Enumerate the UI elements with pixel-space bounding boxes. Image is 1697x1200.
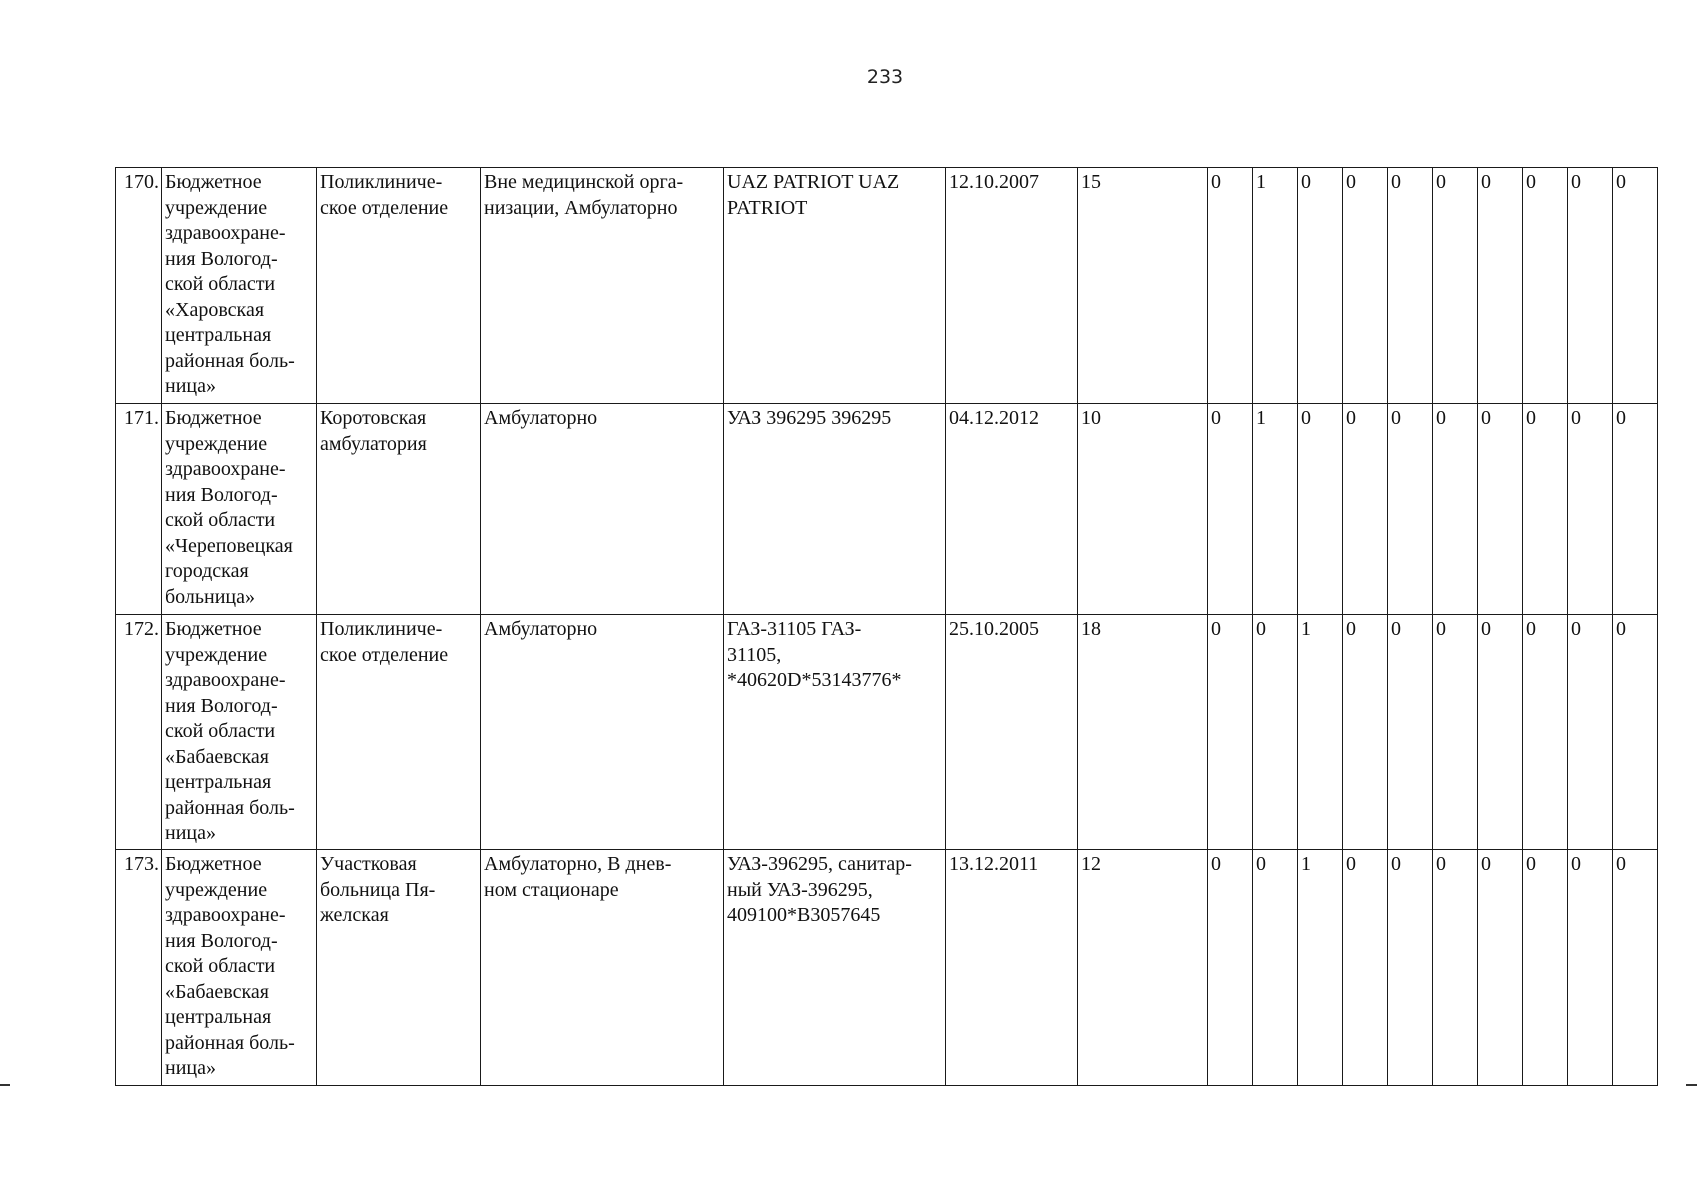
row-number-cell: 172. xyxy=(116,615,162,850)
flag-cell: 0 xyxy=(1613,404,1658,615)
date-cell: 12.10.2007 xyxy=(946,168,1078,404)
margin-mark-left xyxy=(0,1084,10,1086)
vehicle-cell: УАЗ 396295 396295 xyxy=(724,404,946,615)
flag-cell: 1 xyxy=(1298,850,1343,1086)
flag-cell: 0 xyxy=(1568,168,1613,404)
flag-cell: 0 xyxy=(1208,168,1253,404)
flag-cell: 0 xyxy=(1523,168,1568,404)
flag-cell: 0 xyxy=(1298,168,1343,404)
organization-cell: Бюджетное учреждение здравоохране- ния Вологод- ской области «Бабаевская центральная районная боль- ница» xyxy=(162,850,317,1086)
flag-cell: 0 xyxy=(1433,404,1478,615)
care-conditions-cell: Вне медицинской орга- низации, Амбулаторно xyxy=(481,168,724,404)
flag-cell: 0 xyxy=(1388,168,1433,404)
flag-cell: 0 xyxy=(1208,850,1253,1086)
vehicle-cell: УАЗ-396295, санитар- ный УАЗ-396295, 409100*В3057645 xyxy=(724,850,946,1086)
vehicle-cell: ГАЗ-31105 ГАЗ- 31105, *40620D*53143776* xyxy=(724,615,946,850)
department-cell: Участковая больница Пя- желская xyxy=(317,850,481,1086)
page-number: 233 xyxy=(866,66,904,88)
row-number-cell: 173. xyxy=(116,850,162,1086)
department-cell: Поликлиниче- ское отделение xyxy=(317,168,481,404)
flag-cell: 0 xyxy=(1343,404,1388,615)
flag-cell: 0 xyxy=(1613,615,1658,850)
margin-mark-right xyxy=(1686,1084,1697,1086)
flag-cell: 0 xyxy=(1478,168,1523,404)
value-cell: 18 xyxy=(1078,615,1208,850)
flag-cell: 0 xyxy=(1208,615,1253,850)
date-cell: 13.12.2011 xyxy=(946,850,1078,1086)
flag-cell: 0 xyxy=(1253,850,1298,1086)
care-conditions-cell: Амбулаторно, В днев- ном стационаре xyxy=(481,850,724,1086)
flag-cell: 0 xyxy=(1433,615,1478,850)
flag-cell: 0 xyxy=(1388,615,1433,850)
flag-cell: 0 xyxy=(1478,404,1523,615)
organization-cell: Бюджетное учреждение здравоохране- ния Вологод- ской области «Бабаевская центральная районная боль- ница» xyxy=(162,615,317,850)
flag-cell: 0 xyxy=(1613,168,1658,404)
organization-cell: Бюджетное учреждение здравоохране- ния Вологод- ской области «Череповецкая городская больница» xyxy=(162,404,317,615)
date-cell: 04.12.2012 xyxy=(946,404,1078,615)
row-number-cell: 170. xyxy=(116,168,162,404)
value-cell: 15 xyxy=(1078,168,1208,404)
flag-cell: 0 xyxy=(1568,404,1613,615)
flag-cell: 0 xyxy=(1523,404,1568,615)
flag-cell: 0 xyxy=(1298,404,1343,615)
date-cell: 25.10.2005 xyxy=(946,615,1078,850)
flag-cell: 0 xyxy=(1433,168,1478,404)
flag-cell: 1 xyxy=(1253,168,1298,404)
table-row xyxy=(116,404,1658,615)
table-row xyxy=(116,850,1658,1086)
department-cell: Поликлиниче- ское отделение xyxy=(317,615,481,850)
flag-cell: 0 xyxy=(1568,615,1613,850)
value-cell: 10 xyxy=(1078,404,1208,615)
flag-cell: 0 xyxy=(1343,168,1388,404)
care-conditions-cell: Амбулаторно xyxy=(481,615,724,850)
table-row xyxy=(116,168,1658,404)
organization-cell: Бюджетное учреждение здравоохране- ния Вологод- ской области «Харовская центральная районная боль- ница» xyxy=(162,168,317,404)
flag-cell: 0 xyxy=(1568,850,1613,1086)
flag-cell: 0 xyxy=(1523,850,1568,1086)
care-conditions-cell: Амбулаторно xyxy=(481,404,724,615)
flag-cell: 0 xyxy=(1478,615,1523,850)
flag-cell: 0 xyxy=(1388,850,1433,1086)
department-cell: Коротовская амбулатория xyxy=(317,404,481,615)
flag-cell: 0 xyxy=(1343,850,1388,1086)
flag-cell: 0 xyxy=(1343,615,1388,850)
vehicle-cell: UAZ PATRIOT UAZ PATRIOT xyxy=(724,168,946,404)
flag-cell: 0 xyxy=(1208,404,1253,615)
value-cell: 12 xyxy=(1078,850,1208,1086)
table-row xyxy=(116,615,1658,850)
flag-cell: 1 xyxy=(1298,615,1343,850)
row-number-cell: 171. xyxy=(116,404,162,615)
registry-table xyxy=(115,167,1658,1086)
flag-cell: 0 xyxy=(1613,850,1658,1086)
flag-cell: 1 xyxy=(1253,404,1298,615)
flag-cell: 0 xyxy=(1253,615,1298,850)
flag-cell: 0 xyxy=(1433,850,1478,1086)
flag-cell: 0 xyxy=(1478,850,1523,1086)
flag-cell: 0 xyxy=(1388,404,1433,615)
flag-cell: 0 xyxy=(1523,615,1568,850)
